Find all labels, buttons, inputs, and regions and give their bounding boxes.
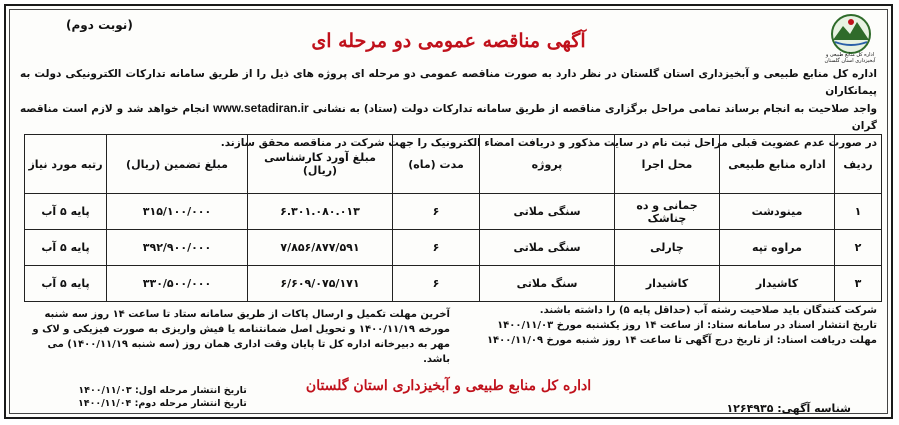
cell-guarantee: ۳۹۲/۹۰۰/۰۰۰ [107, 230, 248, 266]
col-header-row-number: ردیف [835, 135, 882, 194]
cell-project: سنگ ملاتی [480, 266, 615, 302]
cell-grade: پایه ۵ آب [25, 266, 107, 302]
cell-location: چارلی [615, 230, 720, 266]
issuer-signature: اداره کل منابع طبیعی و آبخیزداری استان گلستان [305, 378, 592, 394]
conditions-notes [427, 303, 877, 348]
cell-row-number: ۳ [835, 266, 882, 302]
col-header-location: محل اجرا [615, 135, 720, 194]
cell-estimate: ۶.۳۰۱.۰۸۰.۰۱۳ [248, 194, 393, 230]
cell-duration: ۶ [393, 266, 480, 302]
cell-estimate: ۷/۸۵۶/۸۷۷/۵۹۱ [248, 230, 393, 266]
col-header-grade: رتبه مورد نیاز [25, 135, 107, 194]
submission-line-2: مورخه ۱۴۰۰/۱۱/۱۹ و تحویل اصل ضمانتنامه یا فیش واریزی به صورت فیزیکی و لاک و [32, 324, 450, 335]
col-header-duration: مدت (ماه) [393, 135, 480, 194]
submission-line-3: مهر به دبیرخانه اداره کل تا پایان وقت اداری همان روز (سه شنبه ۱۴۰۰/۱۱/۱۹) می باشد. [47, 339, 450, 365]
condition-publish-date: تاریخ انتشار اسناد در سامانه ستاد: از ساعت ۱۴ روز یکشنبه مورخ ۱۴۰۰/۱۱/۰۳ [497, 320, 877, 331]
cell-duration: ۶ [393, 194, 480, 230]
cell-grade: پایه ۵ آب [25, 194, 107, 230]
cell-office: مینودشت [720, 194, 835, 230]
ad-id: شناسه آگهی: ۱۲۶۴۹۳۵ [726, 402, 851, 415]
logo-caption: اداره کل منابع طبیعی و آبخیزداری استان گلستان [824, 52, 876, 64]
publish-date-first: تاریخ انتشار مرحله اول: ۱۴۰۰/۱۱/۰۳ [78, 385, 247, 396]
table-header-row [25, 135, 882, 194]
table-row [25, 194, 882, 230]
intro-line-3: در صورت عدم عضویت قبلی مراحل ثبت نام در سایت مذکور و دریافت امضاء الکترونیک را جهت شرکت در مناقصه محقق سازند. [220, 137, 877, 149]
table-row [25, 266, 882, 302]
cell-project: سنگی ملاتی [480, 194, 615, 230]
cell-location: جمانی و ده چناشک [615, 194, 720, 230]
cell-guarantee: ۳۱۵/۱۰۰/۰۰۰ [107, 194, 248, 230]
cell-estimate: ۶/۶۰۹/۰۷۵/۱۷۱ [248, 266, 393, 302]
col-header-guarantee: مبلغ تضمین (ریال) [107, 135, 248, 194]
publish-dates [78, 384, 247, 410]
website-link[interactable]: www.setadiran.ir [213, 101, 309, 115]
condition-qualification: شرکت کنندگان باید صلاحیت رشته آب (حداقل پایه ۵) را داشته باشند. [539, 305, 877, 316]
ad-frame [4, 4, 893, 419]
projects-table [24, 134, 882, 302]
cell-project: سنگی ملاتی [480, 230, 615, 266]
intro-line-2 [20, 100, 877, 135]
cell-row-number: ۲ [835, 230, 882, 266]
round-label: (نوبت دوم) [66, 18, 133, 32]
intro-line-1: اداره کل منابع طبیعی و آبخیزداری استان گلستان در نظر دارد به صورت مناقصه عمومی دو مرحله ای پروژه های ذیل را از طریق سامانه تدارکات الکترونیکی دولت به پیمانکاران [20, 68, 877, 97]
publish-date-second: تاریخ انتشار مرحله دوم: ۱۴۰۰/۱۱/۰۴ [78, 398, 247, 409]
col-header-estimate: مبلغ آورد کارشناسی (ریال) [248, 135, 393, 194]
intro-line-2a: واجد صلاحیت به انجام برساند تمامی مراحل برگزاری مناقصه از طریق سامانه تدارکات دولت (ستاد) به نشانی [312, 103, 877, 115]
submission-notes [20, 307, 450, 367]
cell-office: مراوه تپه [720, 230, 835, 266]
ad-title: آگهی مناقصه عمومی دو مرحله ای [311, 30, 586, 52]
submission-line-1: آخرین مهلت تکمیل و ارسال پاکات از طریق سامانه ستاد تا ساعت ۱۴ روز سه شنبه [44, 309, 450, 320]
cell-duration: ۶ [393, 230, 480, 266]
col-header-project: پروژه [480, 135, 615, 194]
table-row [25, 230, 882, 266]
intro-line-2b: انجام خواهد شد و لازم است مناقصه گران [20, 103, 877, 132]
cell-row-number: ۱ [835, 194, 882, 230]
col-header-office: اداره منابع طبیعی [720, 135, 835, 194]
cell-office: کاشیدار [720, 266, 835, 302]
cell-grade: پایه ۵ آب [25, 230, 107, 266]
cell-location: کاشیدار [615, 266, 720, 302]
cell-guarantee: ۳۳۰/۵۰۰/۰۰۰ [107, 266, 248, 302]
condition-document-deadline: مهلت دریافت اسناد: از تاریخ درج آگهی تا ساعت ۱۴ روز شنبه مورخ ۱۴۰۰/۱۱/۰۹ [486, 335, 877, 346]
